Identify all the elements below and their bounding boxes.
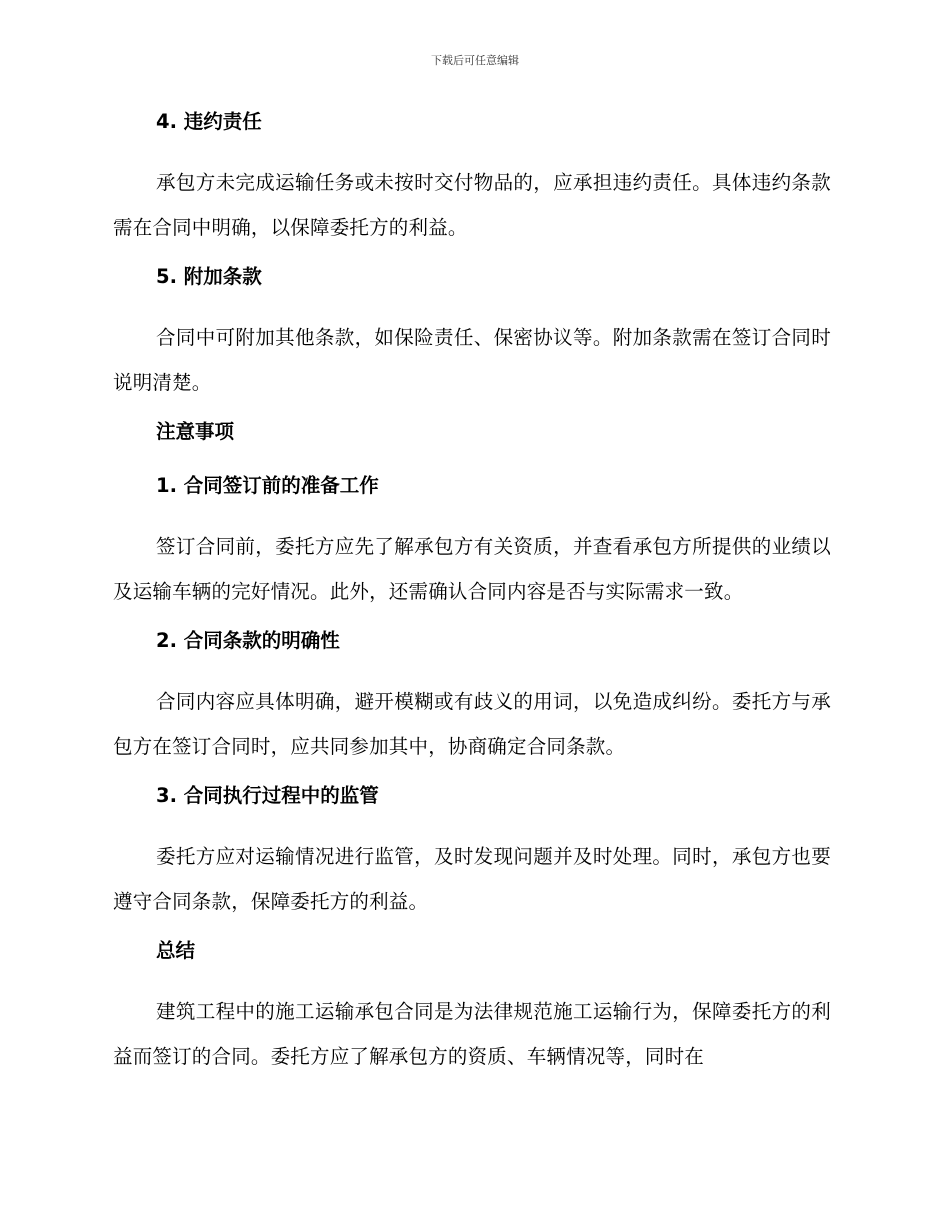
paragraph-supervision: 委托方应对运输情况进行监管，及时发现问题并及时处理。同时，承包方也要遵守合同条款，保障委托方的利益。 bbox=[113, 845, 831, 913]
section-heading-additional-terms: 5. 附加条款 bbox=[156, 265, 262, 288]
paragraph-clarity: 合同内容应具体明确，避开模糊或有歧义的用词，以免造成纠纷。委托方与承包方在签订合同时，应共同参加其中，协商确定合同条款。 bbox=[113, 690, 831, 758]
page-header: 下载后可任意编辑 bbox=[431, 54, 519, 67]
section-heading-breach: 4. 违约责任 bbox=[156, 110, 262, 133]
section-heading-supervision: 3. 合同执行过程中的监管 bbox=[156, 784, 379, 807]
section-heading-notes: 注意事项 bbox=[156, 420, 235, 443]
paragraph-summary: 建筑工程中的施工运输承包合同是为法律规范施工运输行为，保障委托方的利益而签订的合同。委托方应了解承包方的资质、车辆情况等，同时在 bbox=[113, 1000, 831, 1068]
document-body bbox=[113, 106, 831, 1090]
section-heading-summary: 总结 bbox=[156, 939, 196, 962]
paragraph-additional-terms: 合同中可附加其他条款，如保险责任、保密协议等。附加条款需在签订合同时说明清楚。 bbox=[113, 326, 831, 394]
section-heading-preparation: 1. 合同签订前的准备工作 bbox=[156, 474, 379, 497]
section-heading-clarity: 2. 合同条款的明确性 bbox=[156, 629, 340, 652]
paragraph-preparation: 签订合同前，委托方应先了解承包方有关资质，并查看承包方所提供的业绩以及运输车辆的完好情况。此外，还需确认合同内容是否与实际需求一致。 bbox=[113, 535, 831, 603]
paragraph-breach: 承包方未完成运输任务或未按时交付物品的，应承担违约责任。具体违约条款需在合同中明确，以保障委托方的利益。 bbox=[113, 171, 831, 239]
